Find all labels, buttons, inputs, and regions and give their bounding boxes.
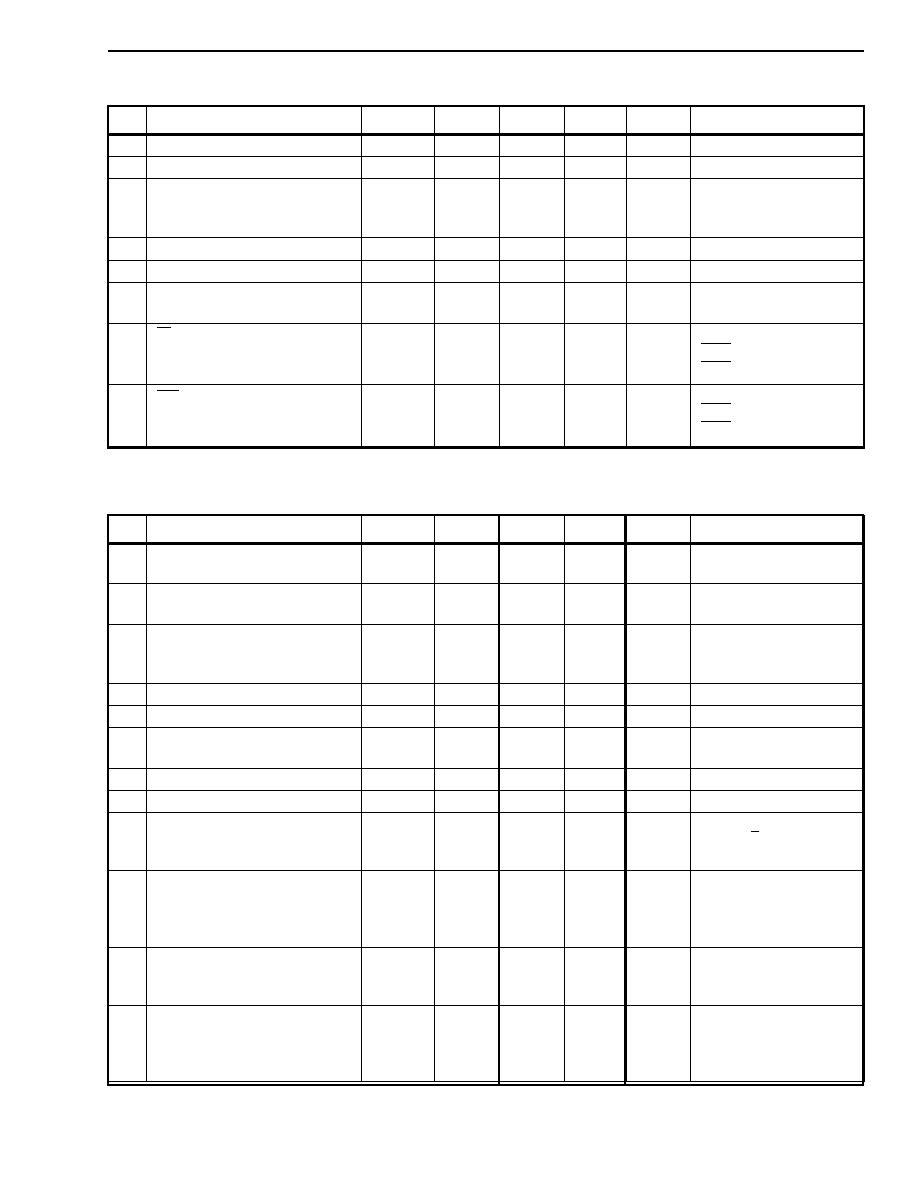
table-cell [109, 706, 147, 728]
table-cell [691, 385, 865, 447]
table-cell [435, 706, 500, 728]
table-cell [565, 283, 627, 324]
table-cell [362, 769, 435, 791]
table-cell [691, 238, 865, 261]
header-cell [565, 516, 627, 544]
spec-table-1 [108, 106, 865, 447]
table-cell [565, 179, 627, 238]
table-2-column-divider [498, 514, 500, 1086]
table-cell [565, 813, 627, 871]
table-cell [362, 948, 435, 1006]
table-cell [147, 179, 362, 238]
table-cell [565, 544, 627, 584]
table-cell [147, 238, 362, 261]
table-cell [500, 1006, 565, 1082]
table-cell [627, 385, 691, 447]
table-cell [109, 179, 147, 238]
table-cell [435, 283, 500, 324]
header-cell [362, 107, 435, 135]
table-cell [627, 261, 691, 283]
table-cell [362, 728, 435, 769]
table-cell [500, 385, 565, 447]
header-cell [691, 107, 865, 135]
table-cell [691, 584, 865, 625]
overline-mark [157, 327, 171, 328]
table-cell [435, 584, 500, 625]
table-row [109, 179, 865, 238]
table-cell [435, 684, 500, 706]
table-cell [109, 135, 147, 157]
overline-mark [701, 421, 731, 422]
header-cell [627, 516, 691, 544]
table-cell [627, 948, 691, 1006]
table-cell [691, 728, 865, 769]
table-cell [362, 584, 435, 625]
table-cell [565, 684, 627, 706]
table-row [109, 948, 865, 1006]
table-cell [109, 769, 147, 791]
table-cell [109, 157, 147, 179]
table-cell [691, 179, 865, 238]
table-cell [500, 157, 565, 179]
table-cell [435, 179, 500, 238]
table-cell [691, 948, 865, 1006]
table-cell [435, 625, 500, 684]
table-cell [362, 157, 435, 179]
header-cell [500, 516, 565, 544]
table-cell [147, 157, 362, 179]
table-cell [500, 871, 565, 948]
table-cell [500, 625, 565, 684]
header-cell [627, 107, 691, 135]
table-cell [565, 157, 627, 179]
table-cell [500, 179, 565, 238]
table-cell [435, 791, 500, 813]
table-cell [627, 871, 691, 948]
table-cell [147, 706, 362, 728]
table-cell [565, 261, 627, 283]
table-cell [500, 544, 565, 584]
table-cell [565, 706, 627, 728]
table-cell [362, 135, 435, 157]
table-cell [500, 813, 565, 871]
table-row [109, 684, 865, 706]
table-row [109, 135, 865, 157]
table-cell [147, 813, 362, 871]
table-cell [362, 324, 435, 385]
table-cell [147, 871, 362, 948]
table-cell [109, 813, 147, 871]
table-cell [627, 791, 691, 813]
table-cell [565, 871, 627, 948]
table-cell [691, 135, 865, 157]
table-cell [565, 324, 627, 385]
table-cell [147, 135, 362, 157]
table-cell [500, 261, 565, 283]
table-row [109, 385, 865, 447]
table-cell [435, 813, 500, 871]
table-cell [362, 813, 435, 871]
table-cell [627, 1006, 691, 1082]
table-cell [627, 728, 691, 769]
table-cell [147, 791, 362, 813]
table-row [109, 706, 865, 728]
table-cell [435, 769, 500, 791]
table-cell [691, 261, 865, 283]
header-cell [109, 516, 147, 544]
header-cell [565, 107, 627, 135]
table-cell [109, 385, 147, 447]
table-cell [627, 584, 691, 625]
table-cell [362, 791, 435, 813]
table-cell [627, 625, 691, 684]
table-cell [362, 625, 435, 684]
table-cell [500, 584, 565, 625]
table-cell [627, 135, 691, 157]
table-cell [435, 1006, 500, 1082]
table-cell [435, 385, 500, 447]
table-cell [500, 706, 565, 728]
table-cell [691, 769, 865, 791]
table-cell [147, 1006, 362, 1082]
table-cell [691, 813, 865, 871]
table-cell [435, 238, 500, 261]
table-cell [627, 157, 691, 179]
table-cell [109, 544, 147, 584]
table-cell [691, 544, 865, 584]
page-header-rule [108, 50, 864, 52]
table-cell [627, 179, 691, 238]
header-cell [691, 516, 865, 544]
table-cell [362, 385, 435, 447]
table-cell [565, 1006, 627, 1082]
table-cell [691, 157, 865, 179]
table-cell [147, 324, 362, 385]
table-cell [147, 283, 362, 324]
table-row [109, 1006, 865, 1082]
table-row [109, 261, 865, 283]
table-cell [500, 135, 565, 157]
header-cell [147, 107, 362, 135]
table-cell [109, 728, 147, 769]
overline-mark [157, 390, 179, 391]
table-cell [109, 684, 147, 706]
table-cell [435, 157, 500, 179]
header-cell [362, 516, 435, 544]
table-cell [362, 544, 435, 584]
table-row [109, 728, 865, 769]
table-row [109, 871, 865, 948]
overline-mark [751, 831, 759, 832]
header-cell [500, 107, 565, 135]
table-row [109, 238, 865, 261]
table-cell [147, 625, 362, 684]
table-cell [565, 135, 627, 157]
table-cell [691, 684, 865, 706]
table-cell [147, 261, 362, 283]
table-cell [565, 948, 627, 1006]
table-row [109, 157, 865, 179]
table-cell [109, 283, 147, 324]
table-cell [627, 684, 691, 706]
table-cell [435, 261, 500, 283]
table-cell [565, 584, 627, 625]
table-cell [627, 283, 691, 324]
table-cell [565, 238, 627, 261]
table-cell [627, 706, 691, 728]
overline-mark [701, 343, 731, 344]
table-cell [109, 324, 147, 385]
table-cell [362, 1006, 435, 1082]
header-cell [435, 516, 500, 544]
table-cell [565, 769, 627, 791]
table-cell [627, 769, 691, 791]
table-cell [147, 728, 362, 769]
header-cell [435, 107, 500, 135]
table-cell [435, 324, 500, 385]
table-row [109, 584, 865, 625]
table-cell [500, 238, 565, 261]
table-cell [362, 179, 435, 238]
table-cell [362, 238, 435, 261]
table-cell [500, 728, 565, 769]
table-cell [500, 684, 565, 706]
table-cell [109, 948, 147, 1006]
table-cell [147, 385, 362, 447]
table-cell [435, 728, 500, 769]
table-cell [362, 684, 435, 706]
table-cell [147, 948, 362, 1006]
table-cell [147, 584, 362, 625]
table-cell [109, 625, 147, 684]
table-header-row [109, 107, 865, 135]
table-cell [627, 324, 691, 385]
table-cell [565, 625, 627, 684]
table-cell [109, 238, 147, 261]
header-cell [109, 107, 147, 135]
table-cell [109, 261, 147, 283]
table-cell [500, 283, 565, 324]
table-cell [147, 684, 362, 706]
table-cell [565, 385, 627, 447]
table-cell [362, 706, 435, 728]
table-cell [627, 544, 691, 584]
table-cell [435, 948, 500, 1006]
table-cell [691, 324, 865, 385]
table-row [109, 769, 865, 791]
table-cell [565, 791, 627, 813]
table-row [109, 813, 865, 871]
table-cell [500, 791, 565, 813]
table-cell [691, 871, 865, 948]
table-cell [362, 871, 435, 948]
table-cell [691, 625, 865, 684]
table-cell [435, 544, 500, 584]
table-cell [435, 135, 500, 157]
table-cell [109, 1006, 147, 1082]
table-cell [627, 813, 691, 871]
table-cell [109, 791, 147, 813]
table-header-row [109, 516, 865, 544]
table-cell [435, 871, 500, 948]
header-cell [147, 516, 362, 544]
table-cell [109, 871, 147, 948]
table-2-column-divider [624, 514, 626, 1086]
table-row [109, 283, 865, 324]
table-row [109, 544, 865, 584]
table-row [109, 625, 865, 684]
table-cell [147, 544, 362, 584]
overline-mark [701, 403, 731, 404]
table-cell [565, 728, 627, 769]
table-cell [691, 791, 865, 813]
table-cell [691, 283, 865, 324]
table-cell [627, 238, 691, 261]
table-cell [147, 769, 362, 791]
table-row [109, 791, 865, 813]
table-cell [109, 584, 147, 625]
table-cell [500, 769, 565, 791]
table-cell [362, 261, 435, 283]
table-cell [500, 324, 565, 385]
table-cell [362, 283, 435, 324]
table-row [109, 324, 865, 385]
spec-table-2 [108, 515, 865, 1082]
table-cell [691, 1006, 865, 1082]
table-cell [691, 706, 865, 728]
table-cell [500, 948, 565, 1006]
overline-mark [701, 361, 731, 362]
